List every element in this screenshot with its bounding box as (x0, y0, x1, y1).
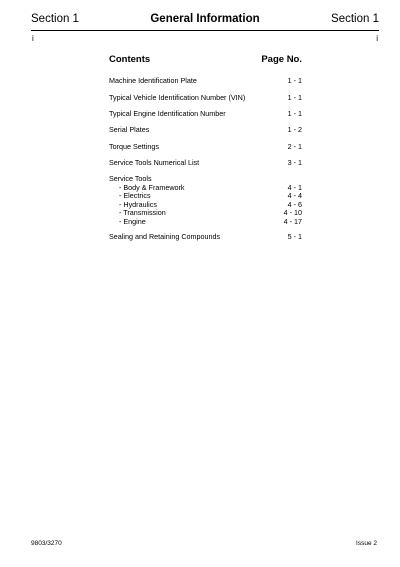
page-header (31, 13, 379, 29)
toc-entry-page: 1 - 1 (287, 76, 302, 85)
toc-entry-title: Typical Engine Identification Number (109, 109, 226, 118)
contents-heading-row (109, 54, 302, 68)
toc-entry-page: 1 - 1 (287, 93, 302, 102)
toc-entry-machine-id-plate[interactable] (109, 77, 302, 86)
toc-entry-page: 1 - 1 (287, 109, 302, 118)
toc-entry-page: 4 - 6 (287, 199, 302, 209)
page-mark-left: i (32, 34, 34, 43)
toc-entry-serial-plates[interactable] (109, 126, 302, 135)
toc-entry-torque-settings[interactable] (109, 143, 302, 152)
toc-entry-page: 5 - 1 (287, 232, 302, 241)
page-mark-right: i (376, 34, 378, 43)
toc-entry-title: Service Tools Numerical List (109, 158, 200, 167)
toc-entry-title: - Electrics (119, 191, 151, 200)
toc-entry-service-tools-list[interactable] (109, 159, 302, 168)
header-rule (31, 30, 379, 31)
toc-entry-page: 4 - 4 (287, 191, 302, 200)
toc-entry-page: 4 - 10 (283, 208, 302, 217)
page-number-heading: Page No. (261, 54, 302, 65)
toc-entry-title: Service Tools (109, 174, 152, 183)
header-section-right: Section 1 (331, 13, 379, 25)
toc-entry-title: Typical Vehicle Identification Number (VIN) (109, 93, 246, 102)
footer-doc-number: 9803/3270 (31, 540, 62, 547)
toc-entry-title: Serial Plates (109, 125, 150, 134)
contents-heading: Contents (109, 54, 151, 65)
toc-entry-page: 4 - 1 (287, 182, 302, 192)
toc-entry-page: 2 - 1 (287, 142, 302, 151)
toc-entry-page: 1 - 2 (287, 125, 302, 134)
toc-entry-title: - Body & Framework (119, 182, 185, 192)
toc-entry-page: 3 - 1 (287, 158, 302, 167)
toc-entry-title: Sealing and Retaining Compounds (109, 232, 221, 241)
toc-entry-page: 4 - 17 (283, 216, 302, 226)
footer-issue: Issue 2 (356, 540, 377, 547)
toc-entry-sealing-compounds[interactable] (109, 233, 302, 242)
toc-entry-title: Torque Settings (109, 142, 159, 151)
toc-entry-engine-id[interactable] (109, 110, 302, 119)
toc-entry-title: - Engine (119, 216, 146, 226)
page-title: General Information (150, 13, 260, 25)
toc-entry-engine[interactable] (109, 218, 302, 227)
header-section-left: Section 1 (31, 13, 79, 25)
toc-entry-title: - Hydraulics (119, 199, 157, 209)
toc-entry-vin[interactable] (109, 94, 302, 103)
toc-entry-title: - Transmission (119, 208, 166, 217)
toc-entry-title: Machine Identification Plate (109, 76, 197, 85)
